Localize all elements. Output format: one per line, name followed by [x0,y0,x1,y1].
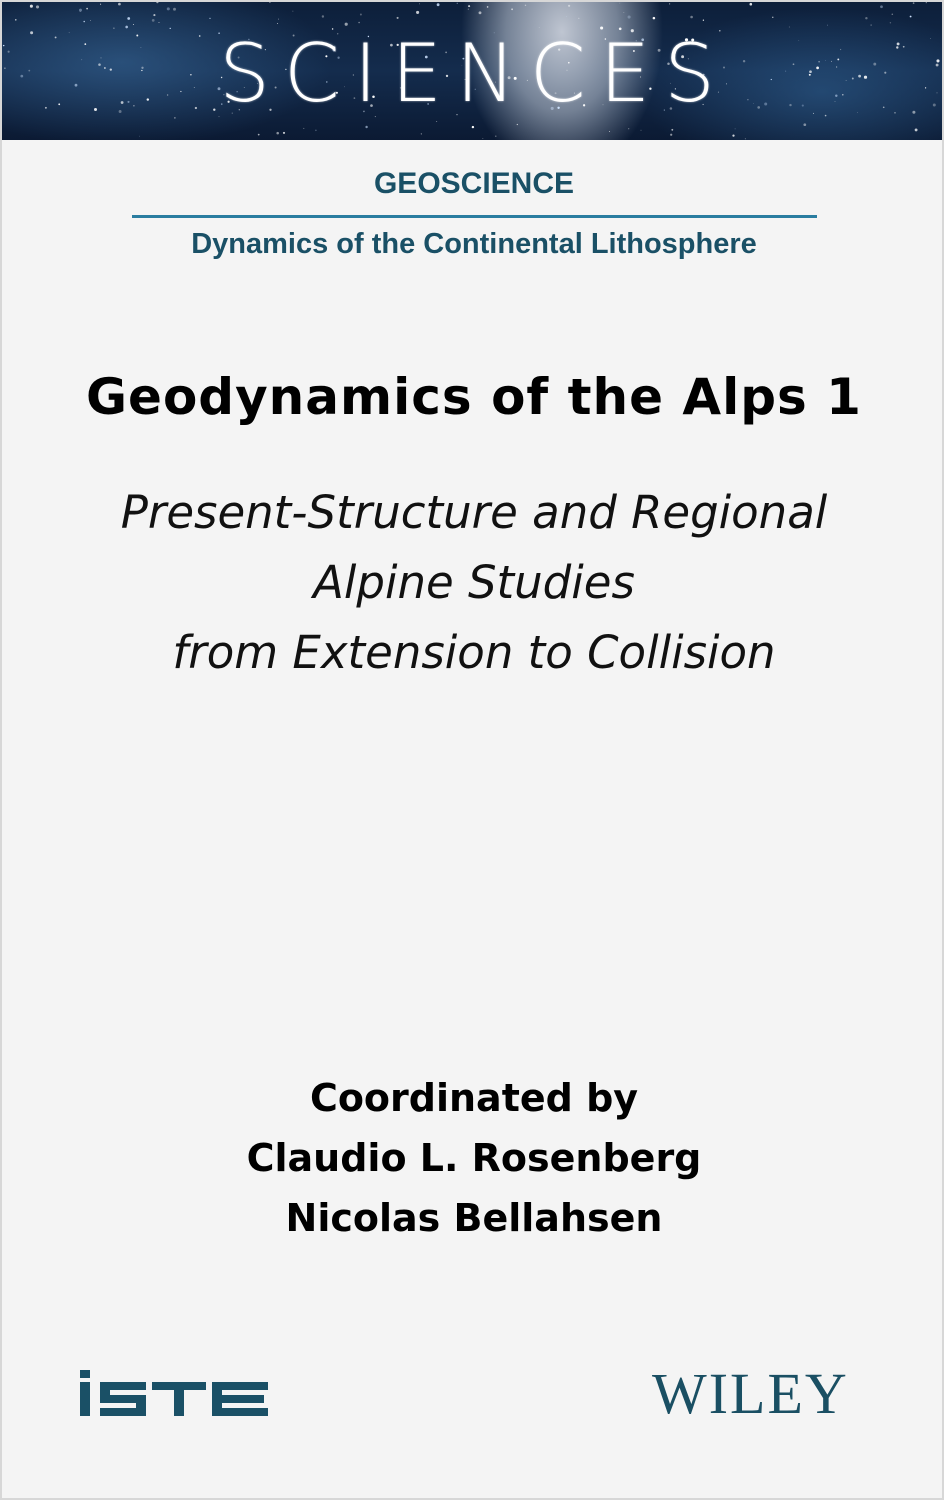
star [100,4,101,5]
star [173,8,176,11]
star [457,3,458,4]
iste-logo [78,1368,270,1418]
star [269,2,271,3]
star [628,128,629,129]
series-divider [132,215,817,218]
subseries-name: Dynamics of the Continental Lithosphere [191,228,757,260]
star [568,5,570,7]
star [156,2,158,3]
star [315,130,317,132]
star [926,2,927,3]
star [15,19,16,20]
star [511,8,513,10]
star [690,16,693,19]
book-title: Geodynamics of the Alps 1 [86,368,862,426]
star [416,11,419,14]
coordinated-by-label: Coordinated by [309,1076,639,1120]
star [670,134,672,136]
star [90,20,91,21]
star [278,19,279,20]
star [619,3,620,4]
subtitle-line: from Extension to Collision [172,626,776,679]
star [158,22,159,23]
star [167,7,170,10]
star [36,5,39,8]
star [30,5,33,8]
editor-name: Nicolas Bellahsen [285,1196,663,1240]
star [772,17,773,18]
star [479,11,482,14]
star [303,128,304,129]
star [566,16,567,17]
editor-name: Claudio L. Rosenberg [246,1136,702,1180]
star [127,17,130,20]
credits [2,1068,944,1248]
star [525,5,526,6]
star [209,18,210,19]
star [483,138,484,139]
star [468,9,469,10]
star [628,15,631,18]
star [640,130,641,131]
star [609,131,610,132]
star [915,128,918,131]
star [152,19,155,22]
wiley-logo: WILEY [652,1361,849,1426]
star [487,6,489,8]
series-name: GEOSCIENCE [373,167,575,200]
star [419,4,420,5]
star [669,3,670,4]
star [293,11,294,12]
star [735,128,736,129]
space-banner [2,2,944,140]
star [910,16,912,18]
star [892,14,894,16]
star [153,14,155,16]
star [913,2,915,4]
star [745,138,746,139]
star [258,134,260,136]
star [276,132,279,135]
star [624,12,625,13]
star [437,3,440,6]
star [139,136,140,137]
star [79,9,82,12]
star [750,3,753,6]
star [468,5,470,7]
star [83,21,85,23]
star [880,5,883,8]
star [671,129,673,131]
star [322,15,324,17]
star [653,17,656,20]
banner-title: SCIENCES [219,27,729,120]
star [397,17,399,19]
star [703,20,704,21]
star [472,126,474,128]
star [283,132,285,134]
star [732,135,734,137]
star [495,136,496,137]
star [865,17,867,19]
star [360,14,362,16]
subtitle-line: Alpine Studies [313,556,635,609]
star [365,126,367,128]
book-subtitle [2,478,944,688]
star [421,133,422,134]
star [86,8,88,10]
star [578,18,579,19]
star [118,3,121,6]
subtitle-line: Present-Structure and Regional [120,486,828,539]
star [517,124,518,125]
